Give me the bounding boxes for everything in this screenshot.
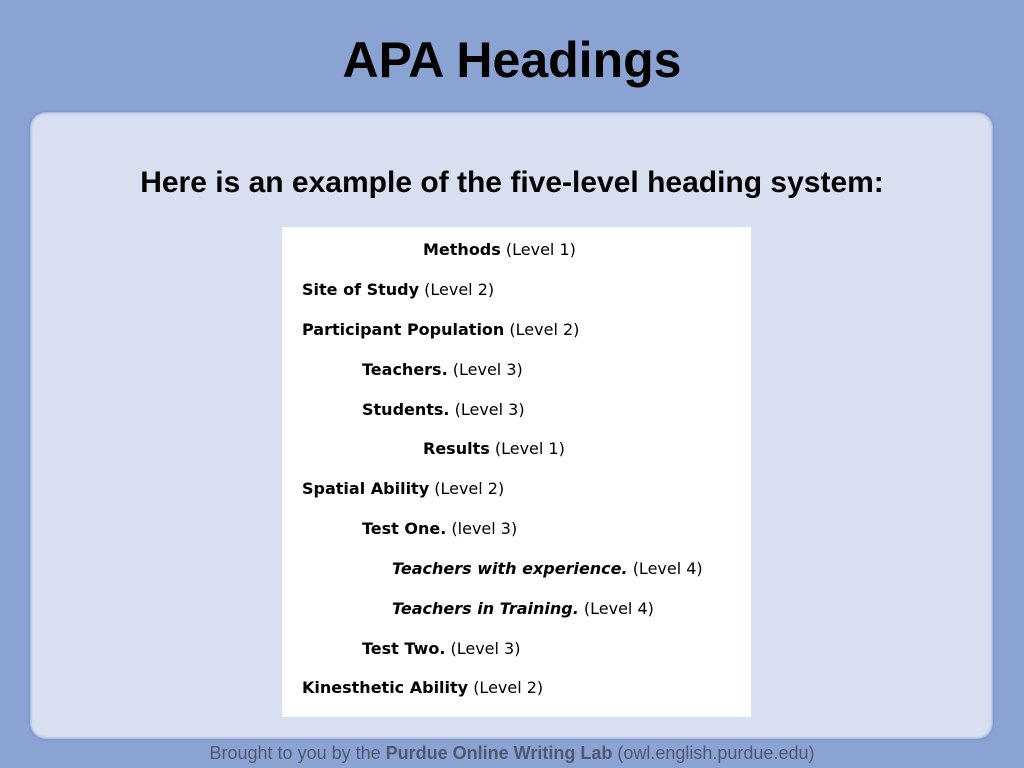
heading-example-box: [282, 227, 751, 717]
heading-text: Test Two.: [362, 639, 446, 658]
footer-lab-name: Purdue Online Writing Lab: [385, 743, 613, 763]
slide-title: APA Headings: [342, 32, 682, 88]
heading-line-test-one: [362, 519, 517, 539]
heading-text: Methods: [423, 240, 501, 259]
heading-level: (Level 1): [505, 240, 576, 259]
heading-text: Results: [423, 439, 490, 458]
heading-line-spatial-ability: [302, 479, 504, 499]
heading-level: (Level 3): [454, 400, 525, 419]
heading-text: Students.: [362, 400, 450, 419]
heading-level: (Level 3): [450, 639, 521, 658]
footer-credit: [0, 742, 1024, 764]
heading-text: Test One.: [362, 519, 447, 538]
heading-text: Spatial Ability: [302, 479, 430, 498]
heading-level: (Level 4): [632, 559, 703, 578]
heading-line-participant-population: [302, 320, 579, 340]
heading-level: (Level 2): [473, 678, 544, 697]
heading-level: (Level 4): [583, 599, 654, 618]
heading-level: (Level 2): [424, 280, 495, 299]
heading-line-site-of-study: [302, 280, 494, 300]
heading-line-teachers-with-experience: [392, 559, 703, 579]
heading-level: (Level 3): [452, 360, 523, 379]
heading-line-kinesthetic-ability: [302, 678, 543, 698]
heading-line-test-two: [362, 639, 520, 659]
heading-line-teachers-in-training: [392, 599, 654, 619]
heading-line-results: [423, 439, 565, 459]
heading-line-teachers: [362, 360, 523, 380]
footer-prefix: Brought to you by the: [209, 743, 381, 763]
heading-level: (level 3): [451, 519, 518, 538]
heading-text: Teachers.: [362, 360, 448, 379]
heading-text: Teachers in Training.: [392, 599, 579, 618]
heading-text: Site of Study: [302, 280, 420, 299]
heading-level: (Level 2): [434, 479, 505, 498]
intro-text: Here is an example of the five-level heading system:: [140, 166, 884, 199]
heading-line-students: [362, 400, 525, 420]
heading-text: Teachers with experience.: [392, 559, 628, 578]
heading-text: Participant Population: [302, 320, 505, 339]
heading-text: Kinesthetic Ability: [302, 678, 469, 697]
footer-url: (owl.english.purdue.edu): [617, 743, 815, 763]
heading-level: (Level 1): [494, 439, 565, 458]
heading-level: (Level 2): [509, 320, 580, 339]
heading-line-methods: [423, 240, 576, 260]
